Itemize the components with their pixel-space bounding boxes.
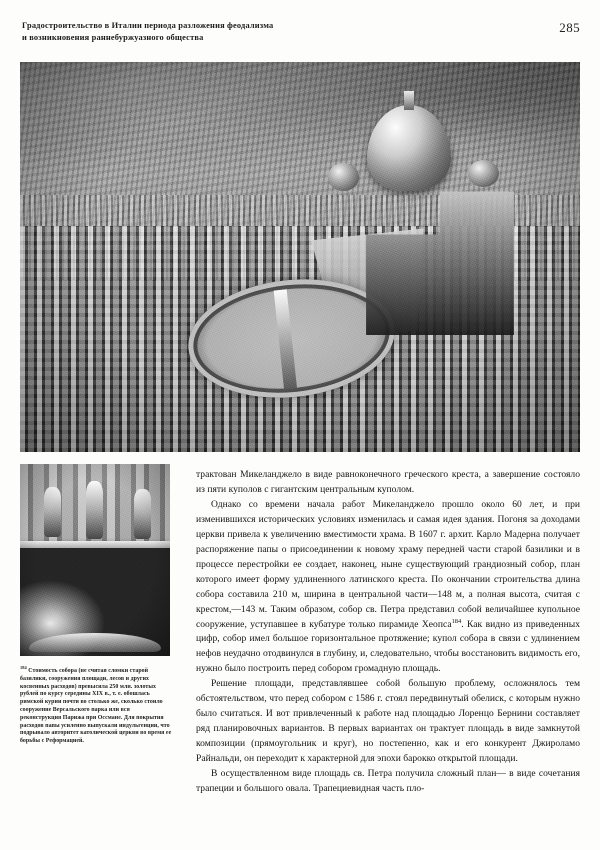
running-head-line-1: Градостроительство в Италии периода разложения феодализма <box>22 21 274 30</box>
body-text-column <box>196 468 580 797</box>
footnote-reference-184: 184 <box>451 617 462 625</box>
paragraph-michelangelo-60-years <box>196 498 580 677</box>
paragraph-continued: трактован Микеланджело в виде равноконечного греческого креста, а завершение состояло из пяти куполов с гигантским центральным куполом. <box>196 469 580 495</box>
photo-minor-dome-right <box>468 160 499 187</box>
running-head <box>22 20 442 45</box>
fountain-statue-left <box>44 487 61 537</box>
aerial-photograph-st-peters-basilica <box>20 62 580 452</box>
fountain-statue-right <box>134 489 151 539</box>
paragraph-text-after-note: . Как видно из приведенных цифр, собор имел большое горизонтальное протяжение; купол собора в связи с удлинением нефов неудачно отодвинулся в глубину, и, следовательно, чтобы восстановить видимость его, нужно было построить перед собором громадную площадь. <box>196 618 580 675</box>
page-number: 285 <box>559 20 580 35</box>
paragraph-final-plan: В осуществленном виде площадь св. Петра получила сложный план— в виде сочетания трапеции и большого овала. Трапециевидная часть пло- <box>196 768 580 795</box>
photograph-trevi-fountain <box>20 464 170 656</box>
footnote-marker: 184 <box>20 665 27 670</box>
paragraph-piazza-solution: Решение площади, представлявшее собой большую проблему, осложнялось тем обстоятельством, что перед собором с 1586 г. стоял передвинутый обелиск, с которым нужно было считаться. И вот привлеченный к работе над площадью Лоренцо Бернини составляет ряд планировочных вариантов. В первых вариантах он трактует площадь в виде замкнутой композиции (прямоугольник и круг), но постепенно, как и его конкурент Джироламо Райнальди, он переходит к характерной для эпохи барокко открытой площади. <box>196 678 580 765</box>
photo-minor-dome-left <box>328 163 359 190</box>
running-head-line-2: и возникновения раннебуржуазного общества <box>22 33 204 43</box>
fountain-statue-center-oceanus <box>86 481 103 539</box>
footnote-184 <box>20 664 172 746</box>
paragraph-text-before-note: Однако со времени начала работ Микеланджело прошло около 60 лет, и при изменившихся исторических условиях изменилась и самая идея здания. Погоня за доходами церкви привела к увеличению вместимости храма. В 1607 г. архит. Карло Мадерна получает распоряжение папы о присоединении к новому храму передней части старой базилики и в процессе перестройки ее создает, наконец, ныне существующий грандиозный собор, план которого имеет форму удлиненного латинского креста. По окончании строительства длина собора составила 210 м, ширина в центральной части—148 м, а полная высота, считая с крестом,—143 м. Таким образом, собор св. Петра представил собой величайшее купольное сооружение, уступавшее в кубатуре только пирамиде Хеопса <box>196 498 580 630</box>
footnote-text: Стоимость собора (не считая сломки старой базилики, сооружения площади, лесов и других косвенных расходов) превысила 250 млн. золотых рублей по курсу середины XIX в., т. е. обошлась римской курии почти во столько же, сколько стоило сооружение Версальского парка или вся реконструкция Парижа при Оссмане. Для покрытия расходов папы усиленно выпускали индульгенции, что подрывало авторитет католической церкви во время ее борьбы с Реформацией. <box>20 667 172 745</box>
